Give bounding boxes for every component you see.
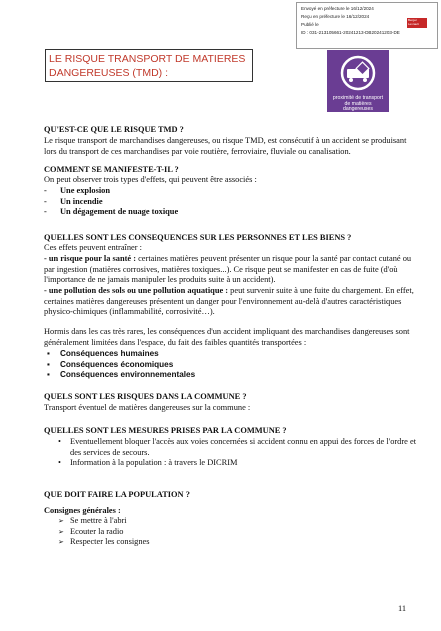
tmd-logo [327, 50, 389, 112]
section-heading: QUELLES SONT LES CONSEQUENCES SUR LES PERSONNES ET LES BIENS ? [44, 233, 352, 242]
section-heading: QUE DOIT FAIRE LA POPULATION ? [44, 490, 190, 499]
paragraph [44, 286, 420, 318]
logo-caption-line: proximité de transport [332, 95, 384, 101]
section-heading: COMMENT SE MANIFESTE-T-IL ? [44, 165, 179, 174]
subheading: Consignes générales : [44, 506, 121, 515]
stamp-line: Publié le [301, 22, 319, 27]
paragraph-text: peut survenir suite à une fuite du chargement. En effet, certaines matières dangereuses présentent un danger pour l'environnement au-delà d'autres caractéristiques physico-chimiques (inflammabilité, corrosivité…). [44, 286, 414, 317]
list-item: - Un dégagement de nuage toxique [44, 207, 420, 218]
section-heading: QU'EST-CE QUE LE RISQUE TMD ? [44, 125, 184, 134]
paragraph: Hormis dans les cas très rares, les conséquences d'un accident impliquant des marchandises dangereuses sont généralement limitées dans l'espace, du fait des faibles quantités transportées : [44, 327, 410, 347]
bold-lead: - une pollution des sols ou une pollution aquatique : [44, 286, 229, 295]
list-item: ▪ Conséquences environnementales [44, 370, 420, 381]
list-item: - Un incendie [44, 197, 420, 208]
paragraph: Ces effets peuvent entraîner : [44, 243, 142, 252]
effects-list [44, 186, 420, 218]
paragraph: Transport éventuel de matières dangereuses sur la commune : [44, 403, 251, 412]
section-heading: QUELS SONT LES RISQUES DANS LA COMMUNE ? [44, 392, 247, 401]
berger-levrault-logo: Berger Levrault [407, 18, 427, 28]
truck-hazard-icon [339, 54, 377, 92]
paragraph [44, 254, 420, 286]
bold-lead: - un risque pour la santé : [44, 254, 136, 263]
consequences-list [44, 349, 420, 381]
list-item: - Une explosion [44, 186, 420, 197]
stamp-line: ID : 031-213105661-20241213-DB20241203-DE [301, 30, 400, 35]
paragraph: Le risque transport de marchandises dangereuses, ou risque TMD, est consécutif à un accident se produisant lors du transport de ces marchandises par voie routière, ferroviaire, fluviale ou canalisation. [44, 136, 407, 156]
paragraph: On peut observer trois types d'effets, qui peuvent être associés : [44, 175, 257, 184]
list-item: ▪ Conséquences économiques [44, 360, 420, 371]
page-number: 11 [398, 604, 407, 613]
list-item: • Information à la population : à travers le DICRIM [44, 458, 420, 469]
list-item: ▪ Conséquences humaines [44, 349, 420, 360]
section-heading: QUELLES SONT LES MESURES PRISES PAR LA COMMUNE ? [44, 426, 287, 435]
list-item: ➢ Respecter les consignes [44, 537, 420, 548]
logo-caption [329, 96, 387, 113]
measures-list [44, 437, 420, 469]
page-title: LE RISQUE TRANSPORT DE MATIERES DANGEREUSES (TMD) : [45, 49, 253, 82]
list-item: • Eventuellement bloquer l'accès aux voies concernées si accident connu en appui des forces de l'ordre et des services de secours. [44, 437, 420, 458]
paragraph-text: certaines matières peuvent présenter un risque pour la santé par contact cutané ou par ingestion (matières corrosives, matières toxiques...). Ce risque peut se manifester en cas de fuite (d'où l'importance de ne jamais manipuler les produits suite à un accident). [44, 254, 412, 285]
logo-caption-line: de matières [344, 100, 372, 107]
list-item: ➢ Se mettre à l'abri [44, 516, 420, 527]
list-item: ➢ Ecouter la radio [44, 527, 420, 538]
stamp-line: Reçu en préfecture le 16/12/2024 [301, 14, 370, 19]
prefecture-stamp [296, 2, 438, 49]
logo-caption-line: dangereuses [343, 106, 373, 113]
stamp-line: Envoyé en préfecture le 16/12/2024 [301, 6, 374, 11]
instructions-list [44, 516, 420, 548]
